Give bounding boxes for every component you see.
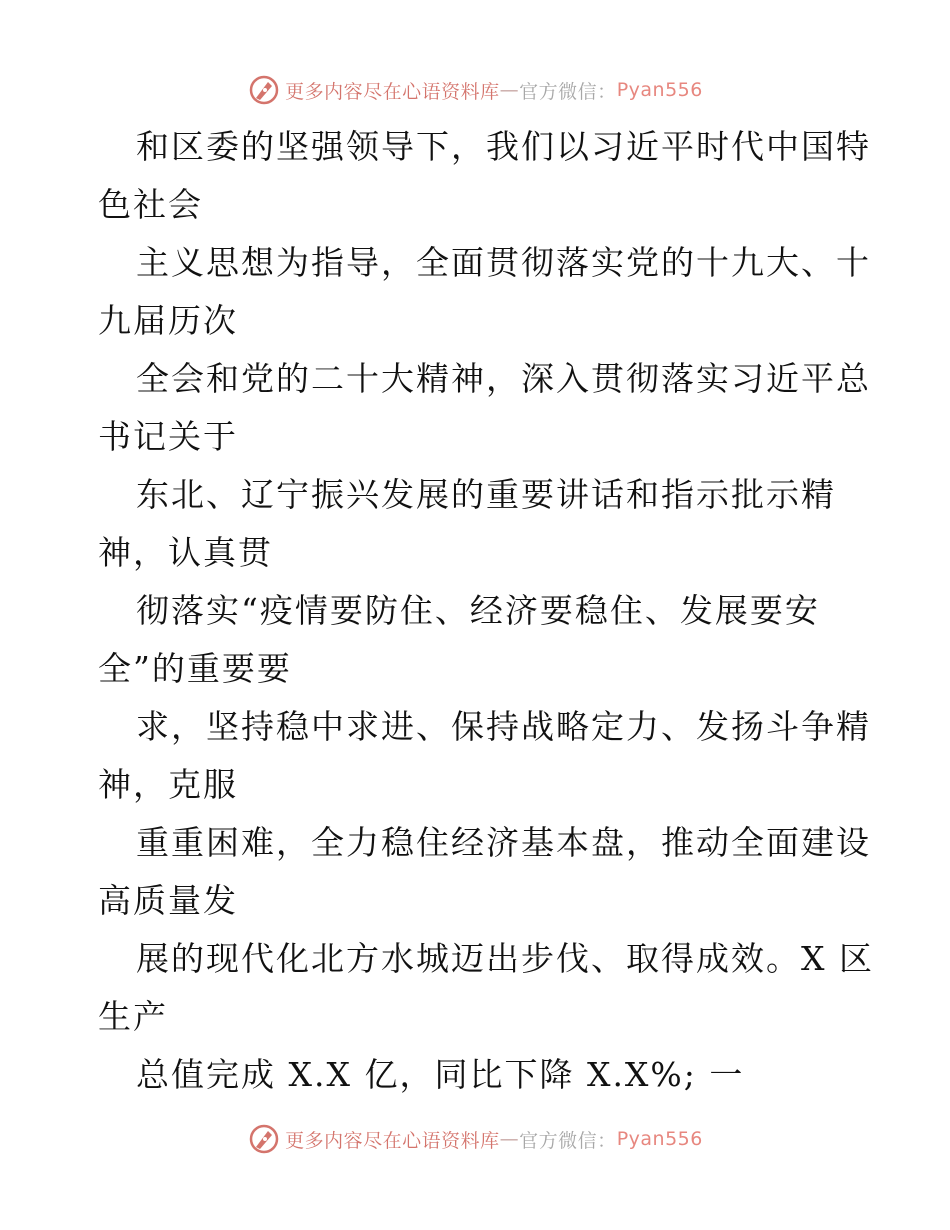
text-line: 展的现代化北方水城迈出步伐、取得成效。X 区: [136, 939, 874, 978]
text-line: 全会和党的二十大精神，深入贯彻落实习近平总: [136, 359, 871, 398]
pen-nib-circle-logo-icon: [247, 1122, 281, 1156]
text-line: 求，坚持稳中求进、保持战略定力、发扬斗争精: [136, 707, 871, 746]
text-line: 书记关于: [98, 417, 238, 456]
watermark-handle: Pyan556: [616, 1128, 703, 1150]
watermark-official-label: 官方微信：: [519, 80, 617, 103]
text-line: 和区委的坚强领导下，我们以习近平时代中国特: [136, 127, 871, 166]
text-line: 高质量发: [98, 881, 238, 920]
text-line: 神，认真贯: [98, 533, 273, 572]
text-line: 主义思想为指导，全面贯彻落实党的十九大、十: [136, 243, 871, 282]
text-line: 全”的重要要: [98, 649, 292, 688]
watermark-separator: —: [499, 79, 520, 101]
pen-nib-circle-logo-icon: [247, 73, 281, 107]
text-line: 东北、辽宁振兴发展的重要讲话和指示批示精: [136, 475, 836, 514]
document-body: [98, 118, 874, 1104]
watermark-official-label: 官方微信：: [519, 1129, 617, 1152]
text-line: 色社会: [98, 185, 203, 224]
watermark-handle: Pyan556: [616, 79, 703, 101]
footer-watermark: [0, 1119, 950, 1159]
header-watermark: [0, 70, 950, 110]
text-line: 彻落实“疫情要防住、经济要稳住、发展要安: [136, 591, 820, 630]
text-line: 总值完成 X.X 亿，同比下降 X.X%; 一: [136, 1055, 745, 1094]
text-line: 重重困难，全力稳住经济基本盘，推动全面建设: [136, 823, 871, 862]
watermark-main-text: 更多内容尽在心语资料库: [285, 80, 500, 103]
text-line: 神，克服: [98, 765, 238, 804]
watermark-separator: —: [499, 1128, 520, 1150]
text-line: 生产: [98, 997, 168, 1036]
text-line: 九届历次: [98, 301, 238, 340]
watermark-main-text: 更多内容尽在心语资料库: [285, 1129, 500, 1152]
